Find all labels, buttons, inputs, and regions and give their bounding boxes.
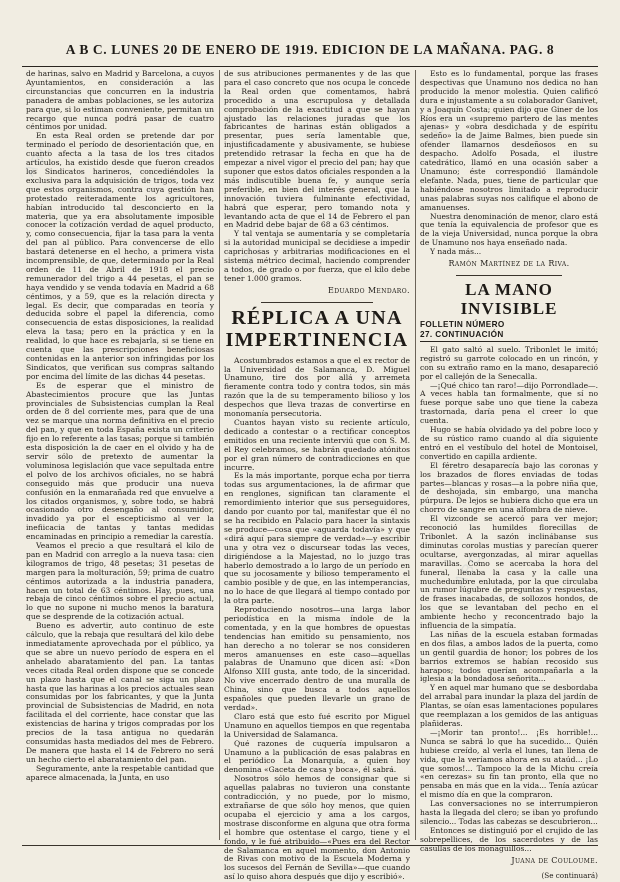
serial-paragraph: El vizconde se acercó para ver mejor; reconoció las humildes florecillas de Tribonlet. A la sazón inclinábanse sus diminutas corolas mustias y parecían querer ocultarse, avergonzadas, al mirar aquellas maravillas. Como se acercaba la hora del funeral, llenaba la casa y la calle una muchedumbre enlutada, por la que circulaba un rumor lúgubre de preguntas y respuestas, de frases inacabadas, de sollozos hondos, de los que se levantaban del pecho en el ambiente hecho y reconcentrado bajo la influencia de la simpatía. [420,514,598,631]
article-paragraph: Es la más importante, porque echa por tierra todas sus argumentaciones, la de afirmar que en renglones, significan tan claramente el remordimiento interior que sus perseguidores, dando por cuanto por tal, manifestar que él no se ha recibido en Palacio para hacer la sintaxis se produce—cosa que «aguarda todavía» y que «dirá aquí para siempre de verdad»—y escribir una y otra vez o discursear todas las veces, dirigiéndose a la Majestad, no lo juzgo tras haberlo demostrado a lo largo de un período en que su jocosamente y bilioso temperamento el cambio posible y de que, en las intemperancias, no lo hace de que llegará al tiempo contado por la otra parte. [224,471,410,606]
article-paragraph: de sus atribuciones permanentes y de las que para el caso concreto que nos ocupa le concede la Real orden que comentamos, habrá procedido a una escrupulosa y detallada comprobación de la exactitud a que se hayan ajustado las relaciones juradas que los fabricantes de harinas están obligados a presentar, pues sería lamentable que, injustificadamente y abusivamente, se hubiese pretendido retrasar la fecha en que ha de empezar a nivel vigor el precio del pan; hay que suponer que estos datos oficiales responden a la más indiscutible buena fe, y aunque sería preferible, en bien del interés general, que la innovación tuviera fulminante efectividad, habrá que esperar, pero tomando nota y levantando acta de que el 14 de Febrero el pan en Madrid debe bajar de 68 a 63 céntimos. [224,69,410,230]
article-paragraph: Claro está que esto fué escrito por Miguel Unamuno en aquellos tiempos en que regentaba la Universidad de Salamanca. [224,711,410,739]
serial-number-label: FOLLETIN NÚMERO [420,319,505,329]
divider [261,302,373,303]
serial-headline: LA MANO INVISIBLE [460,279,558,318]
column-separator [415,70,416,840]
article-paragraph: Acostumbrados estamos a que el ex rector de la Universidad de Salamanca, D. Miguel Unamuno, tire dos por allá y arremeta fieramente contra todo y contra todos, sin más razón que la de su temperamento bilioso y los despechos que lleva trazas de convertirse en monomanía persecutoria. [224,355,410,419]
article-signature: Ramón Martínez de la Riva. [448,259,570,269]
serial-paragraph: Las niñas de la escuela estaban formadas en dos filas, a ambos lados de la puerta, como un gentil guardia de honor; los pobres de los barrios extremos se habían recosido sus harapos; todos querían acompañarla a la iglesia a la bondadosa señorita... [420,629,598,684]
watermark: ABC [21,137,57,180]
page-header: A B C. LUNES 20 DE ENERO DE 1919. EDICION DE LA MAÑANA. PAG. 8 [65,42,555,57]
article-paragraph: Seguramente, ante la respetable cantidad que aparece almacenada, la Junta, en uso [26,763,214,782]
article-paragraph: Nuestra denominación de menor, claro está que tenía la equivalencia de profesor que es de la vieja Universidad, nunca porque la obra de Unamuno nos haya enseñado nada. [420,211,598,248]
serial-continuation-label: 27. CONTINUACIÓN [420,330,598,342]
serial-paragraph: Y en aquel mar humano que se desbordaba del arrabal para inundar la plaza del jardín de Plantas, se oían esas lamentaciones populares que reemplazan a los gemidos de las antiguas plañideras. [420,683,598,728]
continued-note: (Se continuará) [541,870,598,880]
article-paragraph: Qué razones de cuquería impulsaron a Unamuno a la publicación de esas palabras en el periódico La Monarquía, a quien hoy denomina «Gaceta de casa y boca», él sabrá. [224,738,410,775]
article-paragraph: En esta Real orden se pretende dar por terminado el período de desorientación que, en cuanto afecta a la tasa de los tres citados artículos, ha existido desde que fueron creados los Sindicatos harineros, concediéndoles la exclusiva para la adquisición de trigos, toda vez que estos organismos, contra cuya gestión han protestado reiteradamente los agricultores, habían introducido tal desconcierto en la materia, que ya era absolutamente imposible conocer la cotización verdad de aquel producto, y, como consecuencia, fijar la tasa para la venta del pan al público. Para convencerse de ello bastará detenerse en el hecho, a primera vista incomprensible, de que, determinado por la Real orden de 11 de Abril de 1918 el precio remunerador del trigo a 44 pesetas, el pan se haya vendido y se venda todavía en Madrid a 68 céntimos, y a 59, que es la relación directa y legal. Es decir, que comparadas en teoría y deducida sobre el papel la diferencia, como consecuencia de estas disposiciones, la realidad eleva la tasa; pero en la práctica y en la realidad, lo que hace es rebajarla, si se tiene en cuenta que las prescripciones beneficiosas contenidas en la anterior son infringidas por los Sindicatos, que verifican sus compras saltando por encima del límite de las dichas 44 pesetas. [26,131,214,381]
serial-paragraph: Las conversaciones no se interrumpieron hasta la llegada del clero; se iban yo profundo silencio... Todas las cabezas se descubrieron... [420,799,598,826]
header-rule [22,66,598,67]
serial-paragraph: El féretro desaparecía bajo las coronas y los brazados de flores enviadas de todas partes—blancas y rosas—a la pobre niña que, de deshojada, sin embargo, una mancha púrpura. De lejos se hubiera dicho que era un chorro de sangre en una alfombra de nieve. [420,460,598,515]
article-headline: RÉPLICA A UNA IMPERTINENCIA [225,306,409,351]
article-paragraph: Bueno es advertir, auto continuo de este cálculo, que la rebaja que resultará del kilo debe inmediatamente aprovechada por el público, ya que se abre un nuevo período de espera en el anhelado abaratamiento del pan. La tantas veces citada Real orden dispone que se concede un plazo hasta que el canal se siga un plazo hasta que las harinas a los precios actuales sean consumidas por los fabricantes, y que la Junta provincial de Subsistencias de Madrid, en nota facilitada el del corriente, hace constar que las existencias de harina y trigos compradas por los precios de la tasa antigua no quedarán consumidas hasta mediados del mes de Febrero. De manera que hasta el 14 de Febrero no será un hecho cierto el abaratamiento del pan. [26,621,214,764]
serial-paragraph: El gato saltó al suelo. Tribonlet le imitó; registró su garrote colocado en un rincón, y con su extraño ramo en la mano, desapareció por el callejón de la Senecalla. [420,344,598,381]
article-paragraph: Y nada más... [430,247,482,257]
article-paragraph: Y tal ventaja se aumentaría y se completaría si la autoridad municipal se decidiese a impedir caprichosas y arbitrarias modificaciones en el sistema métrico decimal, haciendo comprender a todos, de grado o por fuerza, que el kilo debe tener 1.000 gramos. [224,229,410,283]
footer-rule [22,845,598,846]
watermark: ABC [451,547,487,590]
article-paragraph: Nosotros sólo hemos de consignar que si aquellas palabras no tuvieron una constante contradicción, y no puede, por lo mismo, extrañarse de que sólo hoy menos, que quien ocupaba el ejercicio y ama a los cargos, mostrase disconforme en alguna que otra forma el hombre que ostentase el cargo, tiene y el fondo, y le fué atribuido—«Pues era del Rector de Salamanca en aquel momento, don Antonio de Rivas con motivo de la Escuela Moderna y los sucesos del Fernán de Sevilla»—que cuando así lo quiso ahora después que dijo y escribió». [224,774,410,882]
article-paragraph: de harinas, salvo en Madrid y Barcelona, a cuyos Ayuntamientos, en consideración a las circunstancias que concurren en la industria panadera de ambas poblaciones, se les autoriza para que, si lo estiman conveniente, permitan un recargo que nunca podrá pasar de cuatro céntimos por unidad. [26,69,214,132]
serial-paragraph: Hugo se había olvidado ya del pobre loco y de su rústico ramo cuando al día siguiente entró en el vestíbulo del hotel de Montoisel, convertido en capilla ardiente. [420,425,598,461]
watermark: ABC [421,107,457,150]
serial-paragraph: Entonces se distinguió por el crujido de las sobrepellices, de los sacerdotes y de las casullas de los monaguillos... [420,825,598,853]
article-signature: Eduardo Mendaro. [328,285,410,295]
watermark: ABC [61,407,97,450]
serial-author: Juana de Couloume. [511,855,598,865]
article-paragraph: Cuantos hayan visto su reciente artículo, dedicado a contestar o a rectificar conceptos emitidos en una reciente interviú que con S. M. el Rey celebramos, se habrán quedado atónitos por el gran número de contradicciones en que incurre. [224,418,410,472]
serial-paragraph: —¡Qué chico tan raro!—dijo Porrondlade—. A veces habla tan formalmente, que sí no fuese porque sabe uno que tiene la cabeza trastornada, daría pena el creer lo que cuenta. [420,380,598,426]
article-paragraph: Reproduciendo nosotros—una larga labor periodística en la misma índole de la comentada, y en la que hombres de opuestas tendencias han emitido su pensamiento, nos han derecho a no tolerar se nos consideren meros amanuenses en este caso—aquellas palabras de Unamuno que dicen así: «Don Alfonso XIII gusta, ante todo, de la sinceridad. No vive encerrado dentro de una muralla de China, sino que busca a todos aquellos españoles que pueden llevarle un grano de verdad». [224,605,410,712]
divider [456,275,563,276]
column-1 [26,70,214,842]
article-paragraph: Esto es lo fundamental, porque las frases despectivas que Unamuno nos dedica no han producido la menor molestia. Quien calificó dura e injustamente a su colaborador Ganivet, y a Joaquín Costa; quien dijo que Giner de los Ríos era un «supremo partero de las mentes ajenas» y «obra desdichada y de espíritu sedeño» la de Jaime Balmes, bien puede sin ofender llamarnos desdeñosos en su despacho. Adolfo Posada, el ilustre catedrático, llamó en una ocasión saber a Unamuno; éste correspondió llamándole elefante. Nada, pues, tiene de particular que habiéndose nosotros limitado a reproducir unas palabras suyas nos califique el abono de amanuenses. [420,69,598,212]
column-2 [224,69,410,882]
column-separator [219,70,220,840]
serial-paragraph: —¡Morir tan pronto!... ¡Es horrible!... Nunca se sabrá lo que ha sucedido... Quién hubiese creído, al verla el lunes, tan llena de vida, que la veríamos ahora en su ataúd... ¡Lo que somos!... Tampoco la de la Michu creía «en cerezas» su fin tan pronto, ella que no pensaba en más que en la vida... Tenía azúcar el mismo día en que la compraron. [420,727,598,800]
column-3 [420,69,598,880]
article-paragraph: Veamos el precio a que resultará el kilo de pan en Madrid con arreglo a la nueva tasa: cien kilogramos de trigo, 48 pesetas; 31 pesetas de margen para la molturación, 59; prima de cuatro céntimos autorizada a la industria panadera, hacen un total de 63 céntimos. Hay, pues, una rebaja de cinco céntimos sobre el precio actual, lo que no supone ni mucho menos la baratura que se desprende de la cotización actual. [26,541,214,622]
article-paragraph: Es de esperar que el ministro de Abastecimientos procure que las Juntas provinciales de Subsistencias cumplan la Real orden de 8 del corriente mes, para que de una vez se marque una norma definitiva en el precio del pan, y que en toda España exista un criterio fijo en lo referente a las tasas; porque si también esta disposición la de caer en el olvido y ha de servir sólo de pretexto de aumentar la voluminosa legislación que vace sepultada entre el polvo de los archivos oficiales, no se habrá conseguido más que producir una nueva confusión en la enmarañada red que envuelve a los citados organismos, y, sobre todo, se habrá ocasionado otro desengaño al consumidor, invadido ya por el escepticismo al ver la inefiicacia de tantas y tantas medidas encaminadas en principio a remediar la carestía. [26,380,214,542]
watermark: ABC [231,237,267,280]
